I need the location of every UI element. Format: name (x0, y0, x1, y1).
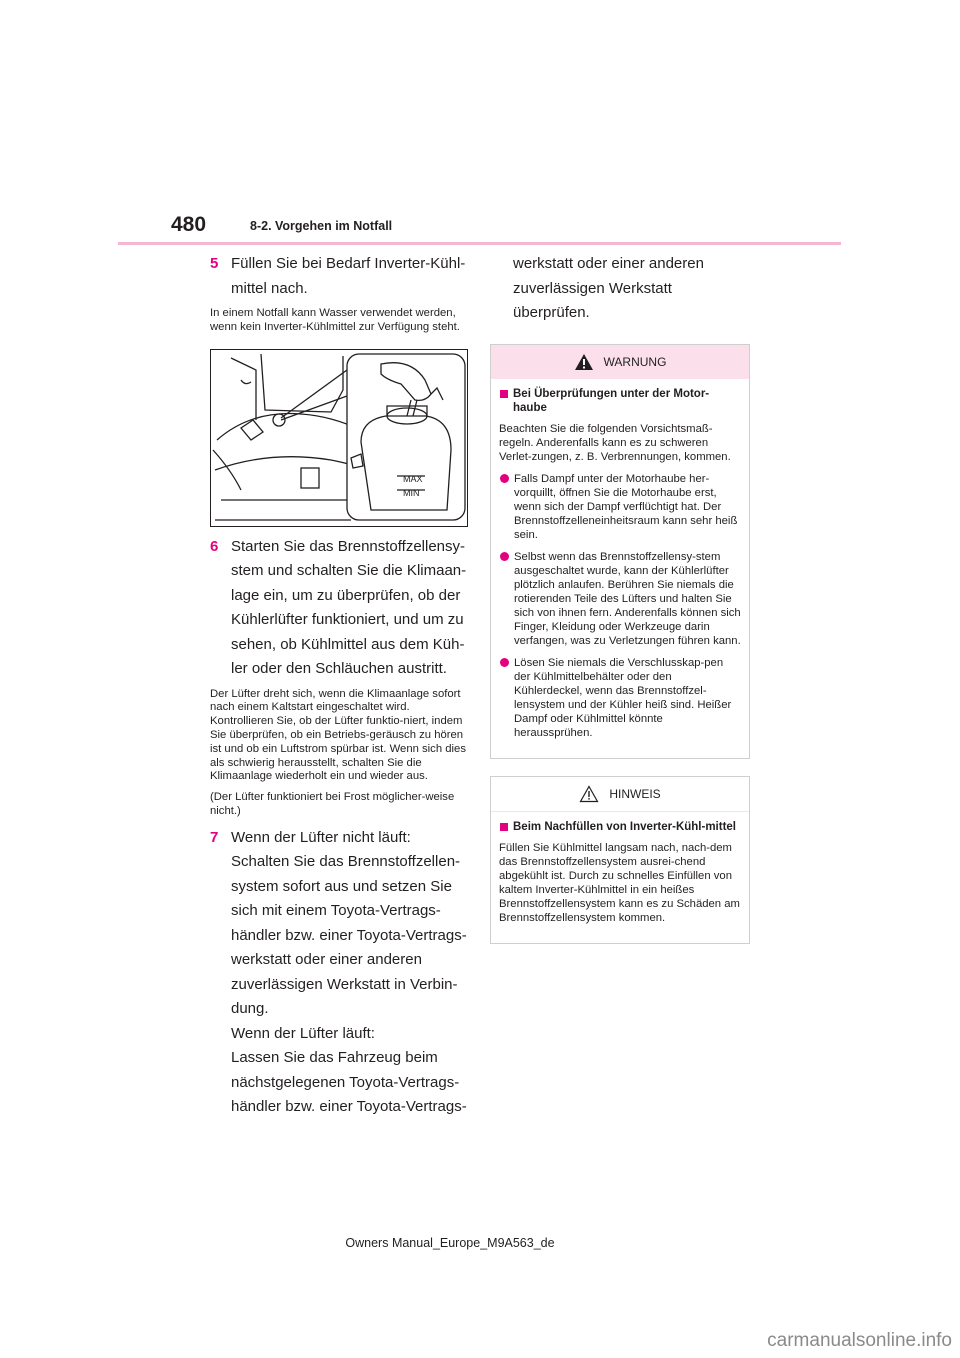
warning-bullet (499, 472, 741, 542)
section-title: 8-2. Vorgehen im Notfall (250, 219, 393, 233)
step-line: Wenn der Lüfter nicht läuft: (231, 828, 411, 846)
max-label: MAX (403, 473, 423, 484)
step-7 (210, 826, 470, 1120)
right-column (490, 252, 752, 944)
step-number: 7 (210, 828, 219, 846)
step-line: Lassen Sie das Fahrzeug beim (231, 1049, 438, 1067)
header-divider (118, 242, 841, 245)
step-line: zuverlässigen Werkstatt überprüfen. (513, 279, 672, 321)
step-6-note: Der Lüfter dreht sich, wenn die Klimaanlage sofort nach einem Kaltstart eingeschaltet wird. Kontrollieren Sie, ob der Lüfter funktio-niert, indem Sie überprüfen, ob ein Betriebs-geräusch zu hören ist und ob ein Luftstrom spürbar ist. Wenn sich dies als schwierig herausstellt, schalten Sie die Klimaanlage wiederholt ein und wieder aus. (210, 687, 466, 783)
page-number: 480 (171, 213, 207, 236)
watermark: carmanualsonline.info (767, 1330, 952, 1351)
step-6-frost-note: (Der Lüfter funktioniert bei Frost möglicher-weise nicht.) (210, 791, 455, 817)
round-bullet-icon (500, 658, 509, 667)
notice-label: HINWEIS (609, 786, 661, 801)
step-line: Wenn der Lüfter läuft: (231, 1024, 375, 1042)
square-bullet-icon (500, 823, 508, 831)
warning-bullet-text: Falls Dampf unter der Motorhaube her-vorquillt, öffnen Sie die Motorhaube erst, wenn sich der Dampf verflüchtigt hat. Der Brennstoffzelleneinheitsraum kann sehr heiß sein. (514, 472, 738, 541)
step-line: sehen, ob Kühlmittel aus dem Küh- (231, 635, 465, 653)
step-line: ler oder den Schläuchen austritt. (231, 660, 447, 678)
step-line: mittel nach. (231, 279, 308, 297)
step-line: händler bzw. einer Toyota-Vertrags- (231, 1098, 467, 1116)
step-line: Schalten Sie das Brennstoffzellen- (231, 853, 461, 871)
left-column (210, 252, 470, 1126)
step-5 (210, 252, 470, 301)
step-line: Starten Sie das Brennstoffzellensy- (231, 537, 466, 555)
notice-box (490, 776, 750, 944)
coolant-refill-illustration (210, 349, 468, 527)
notice-header (491, 777, 749, 812)
round-bullet-icon (500, 474, 509, 483)
step-7-continuation (490, 252, 752, 326)
warning-intro: Beachten Sie die folgenden Vorsichtsmaß-regeln. Anderenfalls kann es zu schweren Verlet-zungen, z. B. Verbrennungen, kommen. (499, 422, 731, 463)
zoom-callout-lines (281, 370, 347, 420)
notice-text: Füllen Sie Kühlmittel langsam nach, nach-dem das Brennstoffzellensystem ausrei-chend abgekühlt ist. Durch zu schnelles Einfüllen von kaltem Inverter-Kühlmittel in ein heißes Brennstoffzellensystem kann es zu Schäden am Brennstoffzellensystem kommen. (499, 841, 740, 924)
warning-bullet-text: Lösen Sie niemals die Verschlusskap-pen der Kühlmittelbehälter oder den Kühlerdeckel, wenn das Brennstoffzel-lensystem und der Kühler heiß sind. Heißer Dampf oder Kühlmittel könnte heraussprühen. (514, 656, 732, 739)
warning-box (490, 344, 750, 759)
square-bullet-icon (500, 390, 508, 398)
step-text (231, 252, 470, 301)
step-line: händler bzw. einer Toyota-Vertrags- (231, 926, 467, 944)
notice-body (491, 812, 749, 943)
warning-label: WARNUNG (603, 354, 667, 369)
round-bullet-icon (500, 552, 509, 561)
step-line: Kühlerlüfter funktioniert, und um zu (231, 611, 464, 629)
step-line: werkstatt oder einer anderen (231, 951, 422, 969)
footer-text: Owners Manual_Europe_M9A563_de (345, 1236, 555, 1250)
step-line: dung. (231, 1000, 269, 1018)
step-line: lage ein, um zu überprüfen, ob der (231, 586, 461, 604)
step-line: zuverlässigen Werkstatt in Verbin- (231, 975, 458, 993)
step-number: 5 (210, 255, 219, 272)
step-text (231, 826, 470, 1120)
warning-triangle-icon (574, 353, 594, 371)
step-number: 6 (210, 537, 219, 555)
engine-bay-drawing (213, 354, 361, 520)
warning-title (499, 387, 741, 415)
step-text (231, 535, 470, 682)
warning-header (491, 345, 749, 379)
warning-title-text: Bei Überprüfungen unter der Motor-haube (513, 387, 710, 414)
step-5-note: In einem Notfall kann Wasser verwendet werden, wenn kein Inverter-Kühlmittel zur Verfügung steht. (210, 307, 460, 333)
warning-bullet (499, 656, 741, 740)
warning-bullet (499, 550, 741, 648)
caution-triangle-icon (579, 785, 599, 803)
step-line: Füllen Sie bei Bedarf Inverter-Kühl- (231, 255, 466, 272)
warning-body (491, 379, 749, 758)
warning-bullet-text: Selbst wenn das Brennstoffzellensy-stem ausgeschaltet wurde, kann der Kühlerlüfter plötzlich anlaufen. Berühren Sie niemals die rotierenden Teile des Lüfters und halten Sie sich von ihnen fern. Anderenfalls können sich Finger, Kleidung oder Werkzeuge darin verfangen, was zu Verletzungen führen kann. (514, 550, 741, 647)
min-label: MIN (403, 487, 420, 498)
notice-title (499, 820, 741, 834)
step-line: werkstatt oder einer anderen (513, 255, 704, 272)
step-6 (210, 535, 470, 682)
step-line: system sofort aus und setzen Sie (231, 877, 452, 895)
footer (0, 1236, 960, 1250)
notice-title-text: Beim Nachfüllen von Inverter-Kühl-mittel (513, 820, 737, 833)
step-line: nächstgelegenen Toyota-Vertrags- (231, 1073, 460, 1091)
step-line: sich mit einem Toyota-Vertrags- (231, 902, 441, 920)
step-line: stem und schalten Sie die Klimaan- (231, 562, 467, 580)
